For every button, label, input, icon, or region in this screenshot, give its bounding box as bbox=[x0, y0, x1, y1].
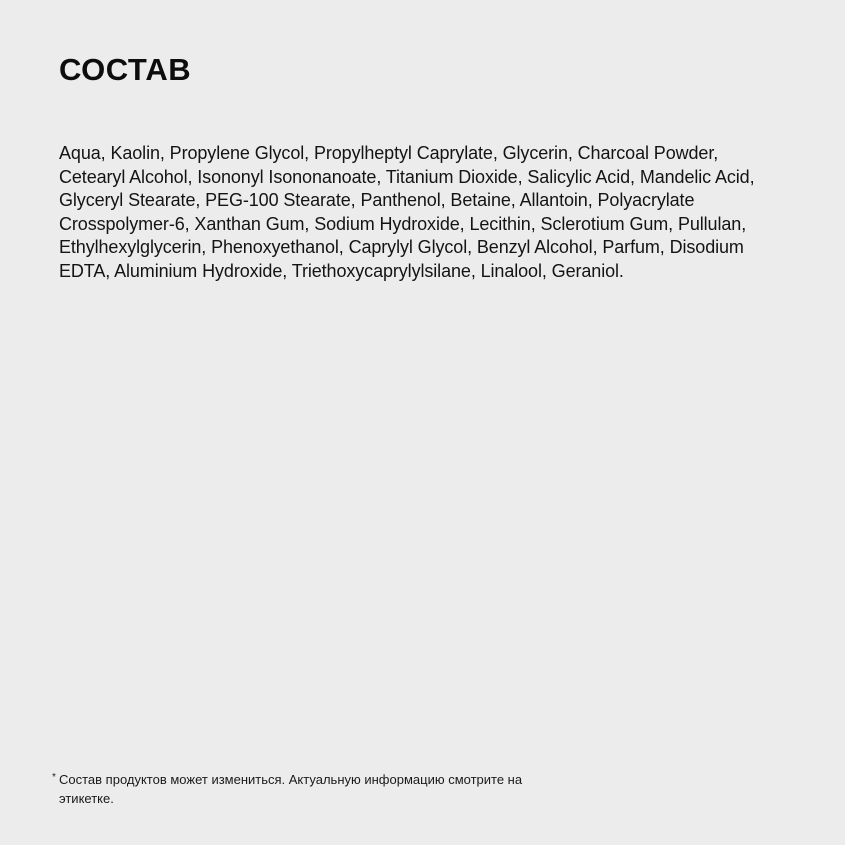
footnote bbox=[52, 770, 572, 808]
page-title: СОСТАВ bbox=[59, 52, 192, 87]
footnote-text: Состав продуктов может измениться. Актуальную информацию смотрите на этикетке. bbox=[59, 772, 523, 806]
footnote-asterisk: * bbox=[52, 772, 56, 783]
ingredients-list: Aqua, Kaolin, Propylene Glycol, Propylheptyl Caprylate, Glycerin, Charcoal Powder, Cetearyl Alcohol, Isononyl Isononanoate, Titanium Dioxide, Salicylic Acid, Mandelic Acid, Glyceryl Stearate, PEG-100 Stearate, Panthenol, Betaine, Allantoin, Polyacrylate Crosspolymer-6, Xanthan Gum, Sodium Hydroxide, Lecithin, Sclerotium Gum, Pullulan, Ethylhexylglycerin, Phenoxyethanol, Caprylyl Glycol, Benzyl Alcohol, Parfum, Disodium EDTA, Aluminium Hydroxide, Triethoxycaprylylsilane, Linalool, Geraniol. bbox=[59, 143, 755, 281]
